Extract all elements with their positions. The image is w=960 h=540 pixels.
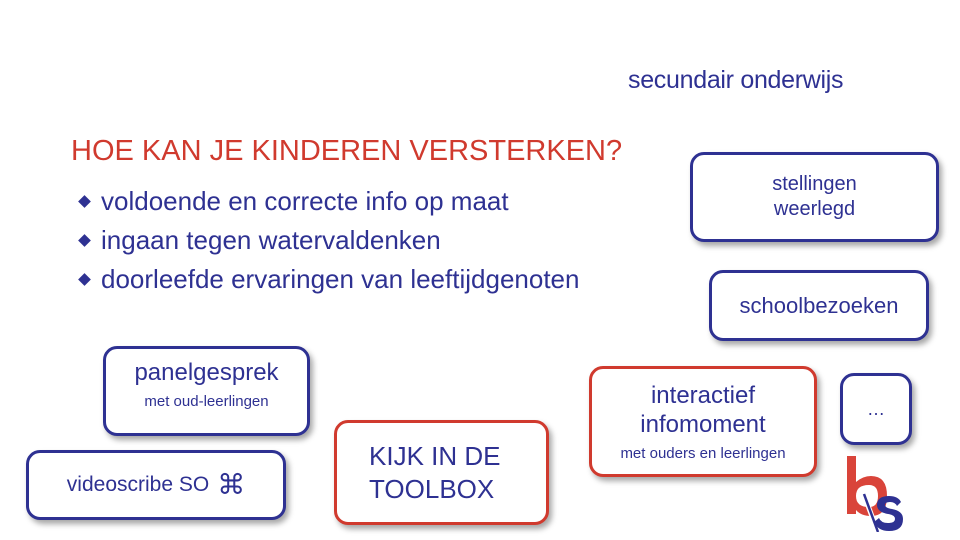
stellingen-label: stellingen: [772, 173, 857, 195]
panelgesprek-button[interactable]: [103, 346, 310, 436]
stellingen-weerlegd-button[interactable]: [690, 152, 939, 242]
bs-logo-icon: [843, 452, 905, 532]
videoscribe-button[interactable]: [26, 450, 286, 520]
panelgesprek-label: panelgesprek: [134, 359, 279, 386]
command-key-icon: ⌘: [217, 469, 246, 500]
bullet-text: doorleefde ervaringen van leeftijdgenoten: [101, 264, 580, 294]
subtitle: secundair onderwijs: [628, 66, 844, 94]
bullet-text: ingaan tegen watervaldenken: [101, 225, 441, 255]
interactief-infomoment-button[interactable]: [589, 366, 817, 477]
bullet-item: [76, 260, 579, 299]
diamond-bullet-icon: [78, 234, 91, 247]
interactief-sublabel: met ouders en leerlingen: [620, 445, 786, 462]
infomoment-label: infomoment: [640, 411, 766, 438]
bullet-item: [76, 221, 579, 260]
toolbox-button[interactable]: [334, 420, 549, 525]
diamond-bullet-icon: [78, 195, 91, 208]
schoolbezoeken-label: schoolbezoeken: [739, 292, 899, 318]
toolbox-line2: TOOLBOX: [369, 473, 495, 504]
more-button[interactable]: [840, 373, 912, 445]
bullet-text: voldoende en correcte info op maat: [101, 186, 509, 216]
panelgesprek-sublabel: met oud-leerlingen: [144, 393, 269, 410]
interactief-label: interactief: [650, 382, 756, 409]
weerlegd-label: weerlegd: [773, 198, 856, 220]
toolbox-line1: KIJK IN DE: [369, 440, 501, 471]
bullet-list: [76, 182, 579, 299]
videoscribe-label: videoscribe SO: [66, 473, 210, 496]
schoolbezoeken-button[interactable]: [709, 270, 929, 341]
slide-heading: HOE KAN JE KINDEREN VERSTERKEN?: [71, 135, 623, 167]
diamond-bullet-icon: [78, 273, 91, 286]
more-label: …: [867, 398, 885, 419]
bullet-item: [76, 182, 579, 221]
